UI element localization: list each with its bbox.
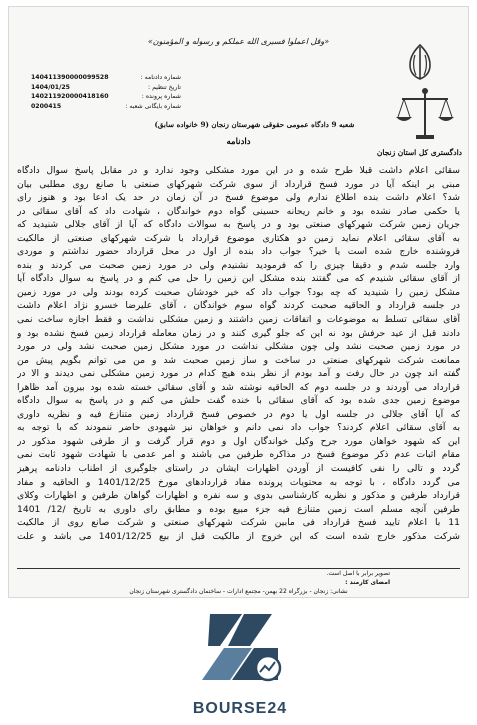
verdict-line: از آقای سقائی شنیدم که می گفتند بنده مشکل این زمین را حل می کنم و در پاسخ به سوال دادگاه آیا — [17, 273, 460, 285]
verdict-line: در جلسه قرارداد و الحاقیه صحبت کردند گواه سوم خواندگان ، آقای علیرضا خسرو نژاد اعلام داشت — [17, 300, 460, 312]
iran-emblem-icon — [402, 41, 438, 81]
meta-row-archive-number — [31, 102, 181, 112]
meta-value: 0200415 — [31, 102, 62, 110]
verdict-line: مبنی بر اینکه آیا در مورد فسخ قرارداد از سوی شرکت شهرکهای صنعتی با صانع روی مطلبی بیان — [17, 178, 460, 190]
document-footer — [17, 568, 460, 597]
meta-label: شماره بایگانی شعبه : — [125, 102, 181, 110]
verdict-line: شرکت مذکور خارج شده است که این خروج از مالکیت قبل از بیع 1401/12/25 می باشد و علت — [17, 530, 460, 542]
verdict-line: قرارداد می آوردند و در جلسه دوم که الحاقیه نوشته شد و آقای سقائی خسته شده بود بیرون آمد ظاهرا — [17, 381, 460, 393]
verdict-line: گردد و تالی را نفی کافیست از آوردن اظهارات ایشان در راستای جلوگیری از اطناب دادنامه پرهیز — [17, 463, 460, 475]
meta-row-case-number — [31, 92, 181, 102]
verdict-line: مشکل زمین را شنیدید که چه بود؟ جواب داد که خیر خودشان صحبت کرده بودند ولی در مورد زمین — [17, 286, 460, 298]
meta-value: 140211920000418160 — [31, 93, 109, 101]
verdict-line: دادند قبل از عید حرفش بود نه این که جلو گیری کنند و در زمان معامله قرارداد زمین فسخ نشده بود و — [17, 327, 460, 339]
verdict-line: مقام اثبات عدم ذکر موضوع فسخ در مذاکره طرفین می باشند و امر عدمی با شهادت شهود ثابت نمی — [17, 449, 460, 461]
verdict-line: می گردد دادگاه ، با توجه به محتویات پرونده مفاد قراردادهای مورخ 1401/12/25 و الحاقیه و مفاد — [17, 476, 460, 488]
bismillah-text: «وقل اعملوا فسیری الله عملکم و رسوله و المؤمنون» — [147, 37, 330, 46]
meta-label: شماره دادنامه : — [140, 74, 181, 81]
court-address: نشانی: زنجان - بزرگراه 22 بهمن- مجتمع ادارات - ساختمان دادگستری شهرستان زنجان — [129, 588, 348, 595]
verdict-line: 11 با اعلام تایید فسخ قرارداد فی مابین شرکت شهرکهای صنعتی و شرکت صانع روی از مالکیت — [17, 517, 460, 529]
verdict-line: طرفین آنچه مسلم است زمین متنازع فیه جزء مبیع بوده و مطابق رای داوری به تاریخ /12/ 1401 — [17, 503, 460, 515]
verdict-line: جریان زمین شرکت شهرکهای صنعتی بود و در پاسخ به سوالات دادگاه که آیا از آقای جلالی شنیدید که — [17, 219, 460, 231]
meta-row-date — [31, 83, 181, 93]
meta-label: شماره پرونده : — [141, 93, 181, 101]
meta-value: 140411390000099528 — [31, 74, 109, 81]
scales-of-justice-icon — [394, 85, 456, 143]
verdict-line: وارد جلسه شدم و دقیقا چیزی را که فرمودید نشنیدم ولی در مورد زمین صحبت می کردند و بنده — [17, 259, 460, 271]
meta-value: 1404/01/25 — [31, 83, 70, 91]
verdict-line: سقائی اعلام داشت قبلا طرح شده و در این مورد مشکلی وجود ندارد و در مقابل پاسخ سوال دادگاه — [17, 165, 460, 176]
document-header — [9, 7, 468, 147]
verdict-line: به آقای سقائی اعلام کردند؟ جواب داد نمی دانم و خواهان نیز شهودی حاضر ننمودند که با توجه به — [17, 422, 460, 434]
verdict-line: که آیا آقای جلالی در جلسه اول یا دوم در خصوص فسخ قرارداد زمین متنازع فیه و نظریه داوری — [17, 408, 460, 420]
document-title: دادنامه — [226, 137, 251, 147]
verdict-line: به آقای سقائی اعلام نماید زمین دو هکتاری موضوع قرارداد با شرکت شهرکهای صنعتی از مالکیت — [17, 232, 460, 244]
verdict-line: ممانعت شرکت شهرکهای صنعتی در ساخت و ساز زمین صحبت شد و من می توانم بگویم پیش من — [17, 354, 460, 366]
verdict-line: موضوع زمین جدی شده بود که آقای سقائی با خنده گفت حلش می کنم و در پاسخ به سوال دادگاه — [17, 395, 460, 407]
bourse24-logo-icon — [180, 606, 300, 698]
meta-row-verdict-number — [31, 73, 181, 83]
verdict-line: فروشنده خارج شده است یا خیر؟ جواب داد بنده از اول در محل قرارداد حضور نداشتم و موردی — [17, 246, 460, 258]
department-name: دادگستری کل استان زنجان — [376, 148, 462, 157]
meta-label: تاریخ تنظیم : — [148, 83, 181, 91]
verdict-line: آقای سقائی تسلط به موضوعات و اتفاقات زمین داشتند و زمین مشکلی نداشت و فقط اجازه ساخت نمی — [17, 314, 460, 326]
bourse24-logo — [180, 606, 300, 722]
verdict-line: شد؟ اعلام داشت بنده اطلاع ندارم ولی موضوع فسخ در آن زمان در حد یک ادعا بود و هنوز رای — [17, 192, 460, 204]
court-document — [8, 6, 469, 598]
case-metadata — [31, 73, 181, 111]
verdict-text — [17, 164, 460, 566]
verdict-line: در مورد زمین صحبت نشد ولی چون مشکلی نداشت در مورد مشکل زمین صحبت نشد ولی در مورد — [17, 341, 460, 353]
verdict-line: قرارداد طرفین و مذکور و نظریه کارشناسی بدوی و سه نفره و اظهارات گواهان طرفین و اظهارات وکلای — [17, 490, 460, 502]
verdict-line: یا حکمی صادر نشده بود و خانم ریحانه حسینی گواه دوم خواندگان ، شهادت داد که آقای سقائی در — [17, 205, 460, 217]
certified-copy-note: تصویر برابر با اصل است. — [326, 570, 390, 577]
court-branch: شعبه 9 دادگاه عمومی حقوقی شهرستان زنجان (9 خانواده سابق) — [154, 120, 355, 129]
verdict-line: این که شهود خواهان مورد جرح وکیل خواندگان اول و دوم قرار گرفت و از طرفی شهود مذکور در — [17, 435, 460, 447]
bourse24-wordmark: BOURSE24 — [192, 700, 288, 717]
clerk-signature-label: امضای کارمند : — [345, 579, 390, 586]
verdict-line: گفته اند چون در حال رفت و آمد بودم از نظر بنده هیچ کدام در مورد زمین مشکلی نمی دیدند و الا در — [17, 368, 460, 380]
